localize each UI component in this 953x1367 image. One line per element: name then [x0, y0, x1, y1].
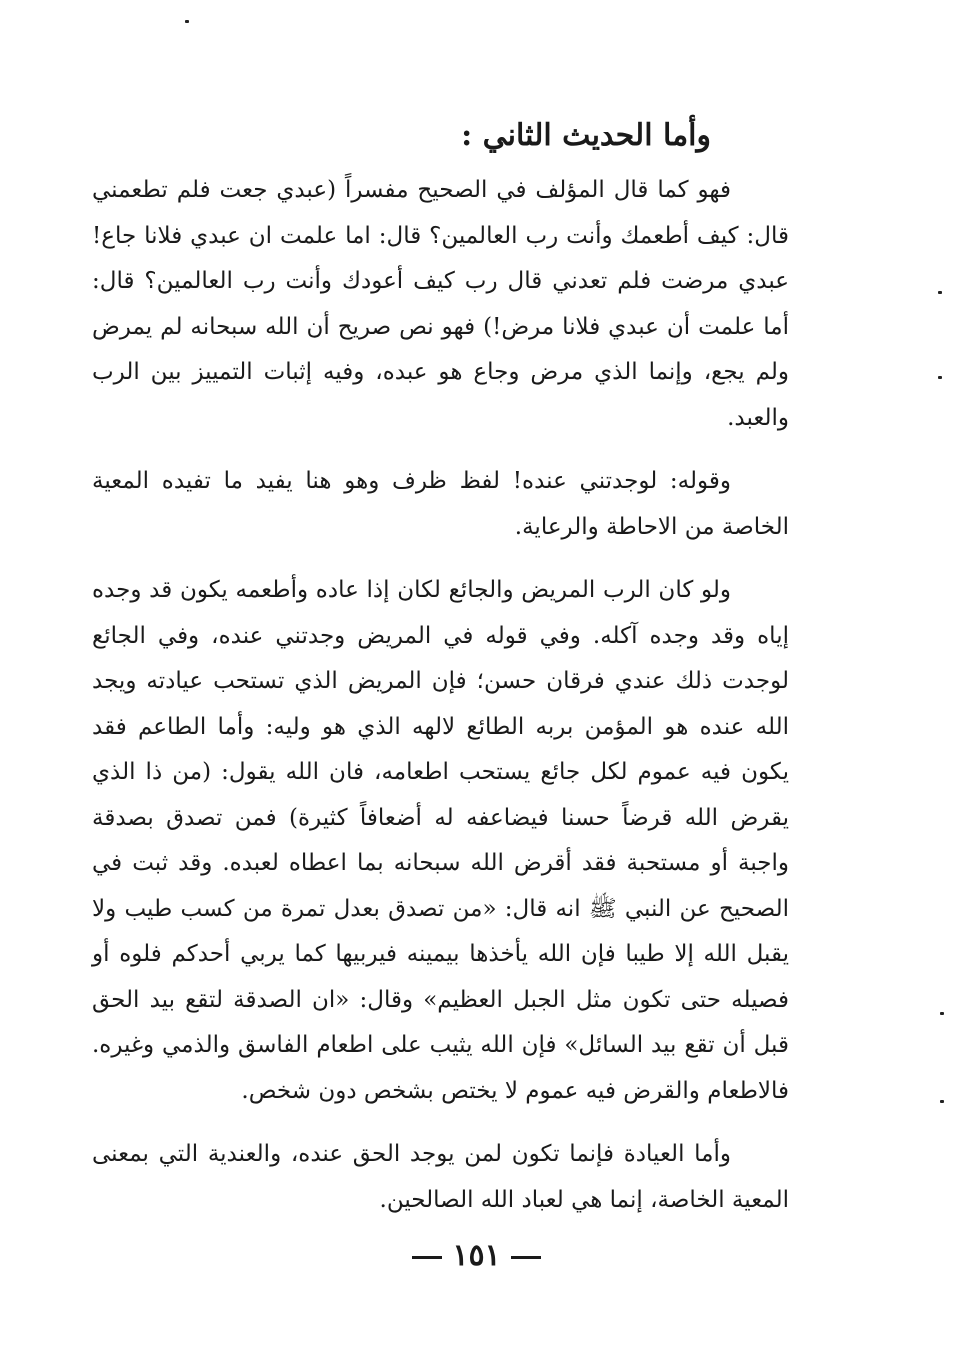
scan-speck	[938, 291, 942, 294]
paragraph-feeding-and-loan: ولو كان الرب المريض والجائع لكان إذا عاده وأطعمه يكون قد وجده إياه وقد وجده آكله. وفي قوله في المريض وجدتني عنده، وفي الجائع لوجدت ذلك عندي فرقان حسن؛ فإن المريض الذي تستحب عيادته ويجد الله عنده هو المؤمن بربه الطائع لالهه الذي هو وليه: وأما الطاعم فقد يكون فيه عموم لكل جائع يستحب اطعامه، فان الله يقول: (من ذا الذي يقرض الله قرضاً حسنا فيضاعفه له أضعافاً كثيرة) فمن تصدق بصدقة واجبة أو مستحبة فقد أقرض الله سبحانه بما اعطاه لعبده. وقد ثبت في الصحيح عن النبي ﷺ انه قال: «من تصدق بعدل تمرة من كسب طيب ولا يقبل الله إلا طيبا فإن الله يأخذها بيمينه فيربيها كما يربي أحدكم فلوه أو فصيله حتى تكون مثل الجبل العظيم» وقال: «ان الصدقة لتقع بيد الحق قبل أن تقع بيد السائل» فإن الله يثيب على اطعام الفاسق والذمي وغيره. فالاطعام والقرض فيه عموم لا يختص بشخص دون شخص.	[92, 577, 789, 1104]
section-heading: وأما الحديث الثاني :	[461, 118, 711, 153]
paragraph-indiyya: وقوله: لوجدتني عنده! لفظ ظرف وهو هنا يفيد ما تفيده المعية الخاصة من الاحاطة والرعاية.	[92, 468, 789, 540]
scan-speck	[940, 1100, 944, 1103]
page-body	[92, 112, 789, 1241]
scan-speck	[940, 1012, 944, 1015]
paragraph-hadith-text: فهو كما قال المؤلف في الصحيح مفسراً (عبدي جعت فلم تطعمني قال: كيف أطعمك وأنت رب العالمين؟ قال: اما علمت ان عبدي فلانا جاع! عبدي مرضت فلم تعدني قال رب كيف أعودك وأنت رب العالمين؟ قال: أما علمت أن عبدي فلانا مرض!) فهو نص صريح أن الله سبحانه لم يمرض ولم يجع، وإنما الذي مرض وجاع هو عبده، وفيه إثبات التمييز بين الرب والعبد.	[92, 177, 789, 431]
scan-speck	[185, 20, 189, 23]
page-number: ١٥١	[452, 1238, 501, 1273]
footer-dash	[511, 1256, 541, 1259]
footer-dash	[412, 1256, 442, 1259]
paragraph-visiting-the-sick: وأما العيادة فإنما تكون لمن يوجد الحق عنده، والعندية التي بمعنى المعية الخاصة، إنما هي لعباد الله الصالحين.	[92, 1141, 789, 1213]
scan-speck	[938, 376, 942, 379]
page-footer	[0, 1238, 953, 1273]
